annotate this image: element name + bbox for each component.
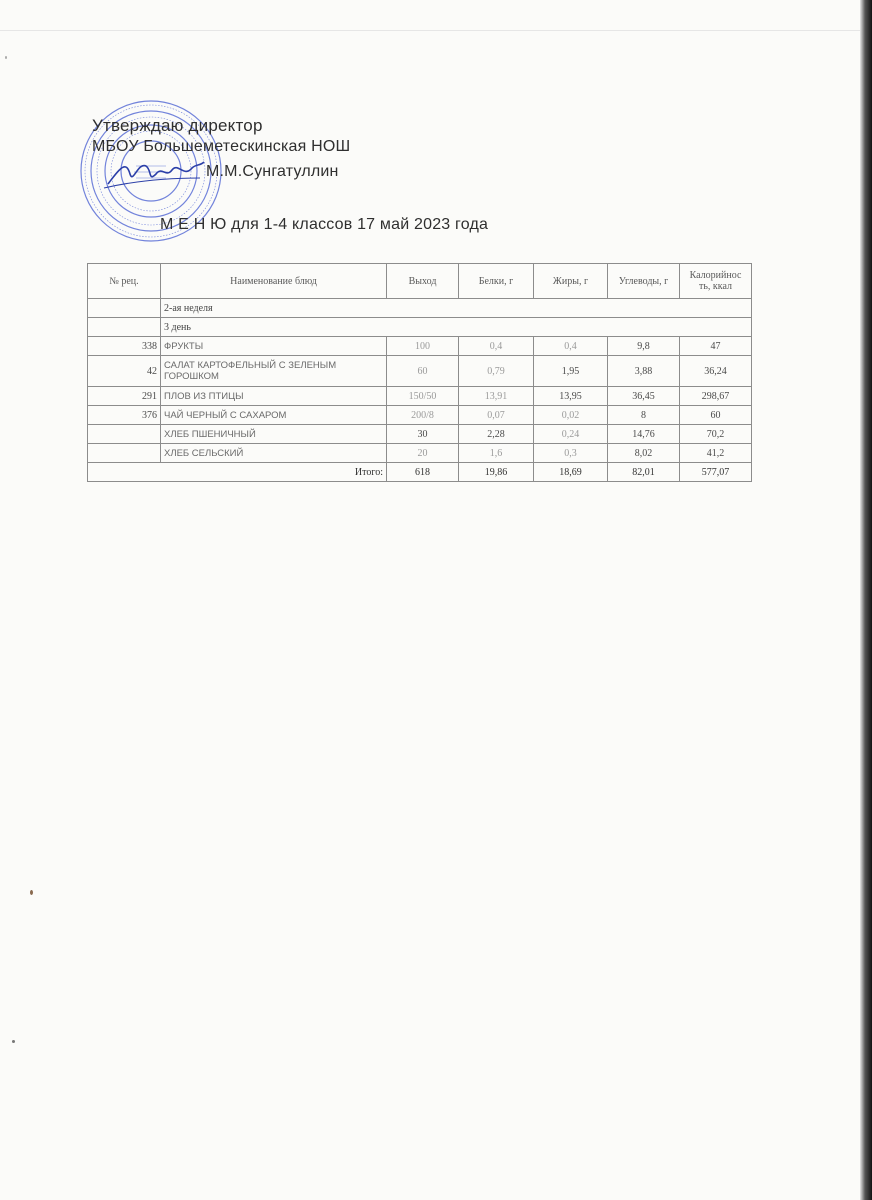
total-output: 618 [387, 463, 459, 482]
table-row [88, 444, 752, 463]
output-cell: 150/50 [387, 387, 459, 406]
calories-cell: 36,24 [680, 356, 752, 387]
menu-table [87, 263, 752, 482]
col-header-output: Выход [387, 264, 459, 299]
dish-name: САЛАТ КАРТОФЕЛЬНЫЙ С ЗЕЛЕНЫМ ГОРОШКОМ [161, 356, 387, 387]
recipe-number [88, 425, 161, 444]
calories-cell: 47 [680, 337, 752, 356]
output-cell: 200/8 [387, 406, 459, 425]
col-header-protein: Белки, г [459, 264, 534, 299]
fat-cell: 1,95 [534, 356, 608, 387]
week-row [88, 299, 752, 318]
carbs-cell: 8 [608, 406, 680, 425]
recipe-number: 338 [88, 337, 161, 356]
fat-cell: 0,3 [534, 444, 608, 463]
scan-speck [12, 1040, 15, 1043]
calories-cell: 70,2 [680, 425, 752, 444]
dish-name: ЧАЙ ЧЕРНЫЙ С САХАРОМ [161, 406, 387, 425]
col-header-carbs: Углеводы, г [608, 264, 680, 299]
dish-name: ХЛЕБ СЕЛЬСКИЙ [161, 444, 387, 463]
scan-edge-right [860, 0, 872, 1200]
col-header-calories: Калорийнос ть, ккал [680, 264, 752, 299]
output-cell: 30 [387, 425, 459, 444]
recipe-number: 291 [88, 387, 161, 406]
total-calories: 577,07 [680, 463, 752, 482]
total-label: Итого: [88, 463, 387, 482]
fat-cell: 0,02 [534, 406, 608, 425]
dish-name: ХЛЕБ ПШЕНИЧНЫЙ [161, 425, 387, 444]
carbs-cell: 36,45 [608, 387, 680, 406]
carbs-cell: 14,76 [608, 425, 680, 444]
scan-speck [30, 890, 33, 895]
table-row [88, 387, 752, 406]
col-header-dish: Наименование блюд [161, 264, 387, 299]
table-header-row [88, 264, 752, 299]
total-fat: 18,69 [534, 463, 608, 482]
recipe-number: 376 [88, 406, 161, 425]
approval-line: Утверждаю директор [92, 116, 263, 135]
protein-cell: 1,6 [459, 444, 534, 463]
recipe-number: 42 [88, 356, 161, 387]
table-row [88, 356, 752, 387]
protein-cell: 0,4 [459, 337, 534, 356]
table-row [88, 425, 752, 444]
carbs-cell: 8,02 [608, 444, 680, 463]
protein-cell: 2,28 [459, 425, 534, 444]
day-row [88, 318, 752, 337]
week-label: 2-ая неделя [161, 299, 752, 318]
scan-speck [5, 56, 7, 59]
director-name: М.М.Сунгатуллин [206, 163, 339, 180]
protein-cell: 0,79 [459, 356, 534, 387]
scan-edge-top [0, 30, 872, 31]
fat-cell: 0,4 [534, 337, 608, 356]
fat-cell: 13,95 [534, 387, 608, 406]
output-cell: 20 [387, 444, 459, 463]
fat-cell: 0,24 [534, 425, 608, 444]
recipe-number [88, 444, 161, 463]
calories-cell: 60 [680, 406, 752, 425]
menu-title: М Е Н Ю для 1-4 классов 17 май 2023 года [160, 216, 489, 233]
protein-cell: 13,91 [459, 387, 534, 406]
dish-name: ФРУКТЫ [161, 337, 387, 356]
table-row [88, 406, 752, 425]
table-row [88, 337, 752, 356]
col-header-recipe: № рец. [88, 264, 161, 299]
calories-cell: 298,67 [680, 387, 752, 406]
output-cell: 100 [387, 337, 459, 356]
output-cell: 60 [387, 356, 459, 387]
dish-name: ПЛОВ ИЗ ПТИЦЫ [161, 387, 387, 406]
total-carbs: 82,01 [608, 463, 680, 482]
col-header-fat: Жиры, г [534, 264, 608, 299]
total-row [88, 463, 752, 482]
school-name: МБОУ Большеметескинская НОШ [92, 138, 351, 155]
carbs-cell: 9,8 [608, 337, 680, 356]
total-protein: 19,86 [459, 463, 534, 482]
day-label: 3 день [161, 318, 752, 337]
protein-cell: 0,07 [459, 406, 534, 425]
calories-cell: 41,2 [680, 444, 752, 463]
carbs-cell: 3,88 [608, 356, 680, 387]
